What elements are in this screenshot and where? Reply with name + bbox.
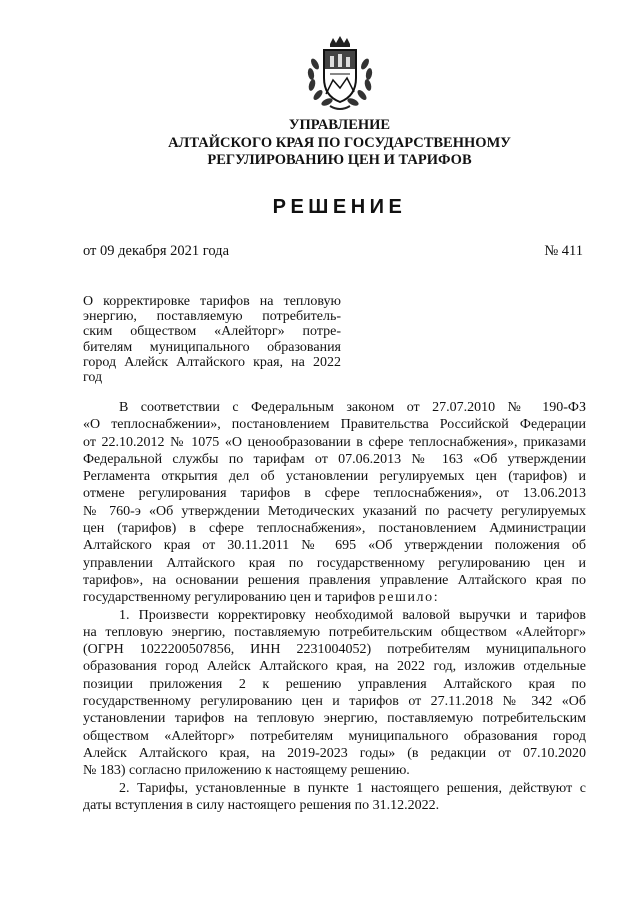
decided-word: решило [378, 590, 434, 606]
item1-line: государственному регулированию цен и тарифов от 27.11.2018 № 342 «Об [83, 694, 586, 710]
item1-line: на тепловую энергию, поставляемую потребительским обществом «Алейторг» [83, 624, 586, 640]
preamble-line: от 22.10.2012 № 1075 «О ценообразовании в сфере теплоснабжения», приказами [83, 434, 586, 450]
preamble-line: В соответствии с Федеральным законом от 27.07.2010 № 190-ФЗ [119, 400, 586, 415]
subject-line: ским обществом «Алейторг» потре- [83, 324, 341, 340]
preamble-end-text: государственному регулированию цен и тарифов [83, 590, 379, 606]
preamble-line: № 760-э «Об утверждении Методических указаний по расчету регулируемых [83, 503, 586, 519]
preamble-line: Регламента открытия дел об установлении регулируемых цен (тарифов) и [83, 469, 586, 485]
item2-line: даты вступления в силу настоящего решения по 31.12.2022. [83, 797, 440, 813]
org-line: АЛТАЙСКОГО КРАЯ ПО ГОСУДАРСТВЕННОМУ [168, 134, 511, 151]
decision-subject [83, 294, 341, 385]
subject-line: О корректировке тарифов на тепловую [83, 294, 341, 309]
coat-of-arms-icon [300, 34, 380, 114]
item1-line: установлении тарифов на тепловую энергию, поставляемую потребительским [83, 711, 586, 727]
item1-line: Алейск Алтайского края, на 2019-2023 годы» (в редакции от 07.10.2020 [83, 745, 586, 761]
decision-date: от 09 декабря 2021 года [83, 243, 229, 259]
item1-line: № 183) согласно приложению к настоящему решению. [83, 763, 410, 779]
preamble-line: отмене регулирования тарифов в сфере теплоснабжения», от 13.06.2013 [83, 486, 586, 502]
preamble-final-line [83, 589, 586, 606]
decision-body [83, 399, 586, 814]
item1-line: обществом «Алейторг» потребителям муниципального образования город [83, 728, 586, 744]
preamble-line: Федеральной службы по тарифам от 07.06.2013 № 163 «Об утверждении [83, 451, 586, 467]
subject-line: энергию, поставляемую потребитель- [83, 309, 341, 325]
item1-line: (ОГРН 1022200507856, ИНН 2231004052) потребителям муниципального [83, 642, 586, 658]
org-line: РЕГУЛИРОВАНИЮ ЦЕН И ТАРИФОВ [207, 152, 472, 168]
decision-number: № 411 [544, 243, 583, 259]
item1-line: 1. Произвести корректировку необходимой валовой выручки и тарифов [119, 607, 586, 623]
item1-line: образования город Алейск Алтайского края, на 2022 год, изложив отдельные [83, 659, 586, 675]
document-title: РЕШЕНИЕ [272, 196, 407, 218]
preamble-line: управлении Алтайского края по государственному регулированию цен и [83, 555, 586, 571]
preamble-line: тарифов», на основании решения правления управление Алтайского края по [83, 572, 586, 588]
preamble-line: «О теплоснабжении», постановлением Правительства Российской Федерации [83, 417, 586, 433]
subject-line: бителям муниципального образования [83, 339, 341, 355]
org-line: УПРАВЛЕНИЕ [288, 117, 391, 133]
subject-line: город Алейск Алтайского края, на 2022 [83, 354, 341, 370]
decided-colon: : [433, 590, 438, 606]
item1-line: позиции приложения 2 к решению управления Алтайского края по [83, 676, 586, 692]
subject-line: год [83, 370, 103, 386]
preamble-line: цен (тарифов) в сфере теплоснабжения», постановлением Администрации [83, 521, 586, 537]
preamble-line: Алтайского края от 30.11.2011 № 695 «Об утверждении положения об [83, 538, 586, 554]
item2-line: 2. Тарифы, установленные в пункте 1 настоящего решения, действуют с [119, 780, 586, 796]
organization-name [80, 117, 599, 170]
